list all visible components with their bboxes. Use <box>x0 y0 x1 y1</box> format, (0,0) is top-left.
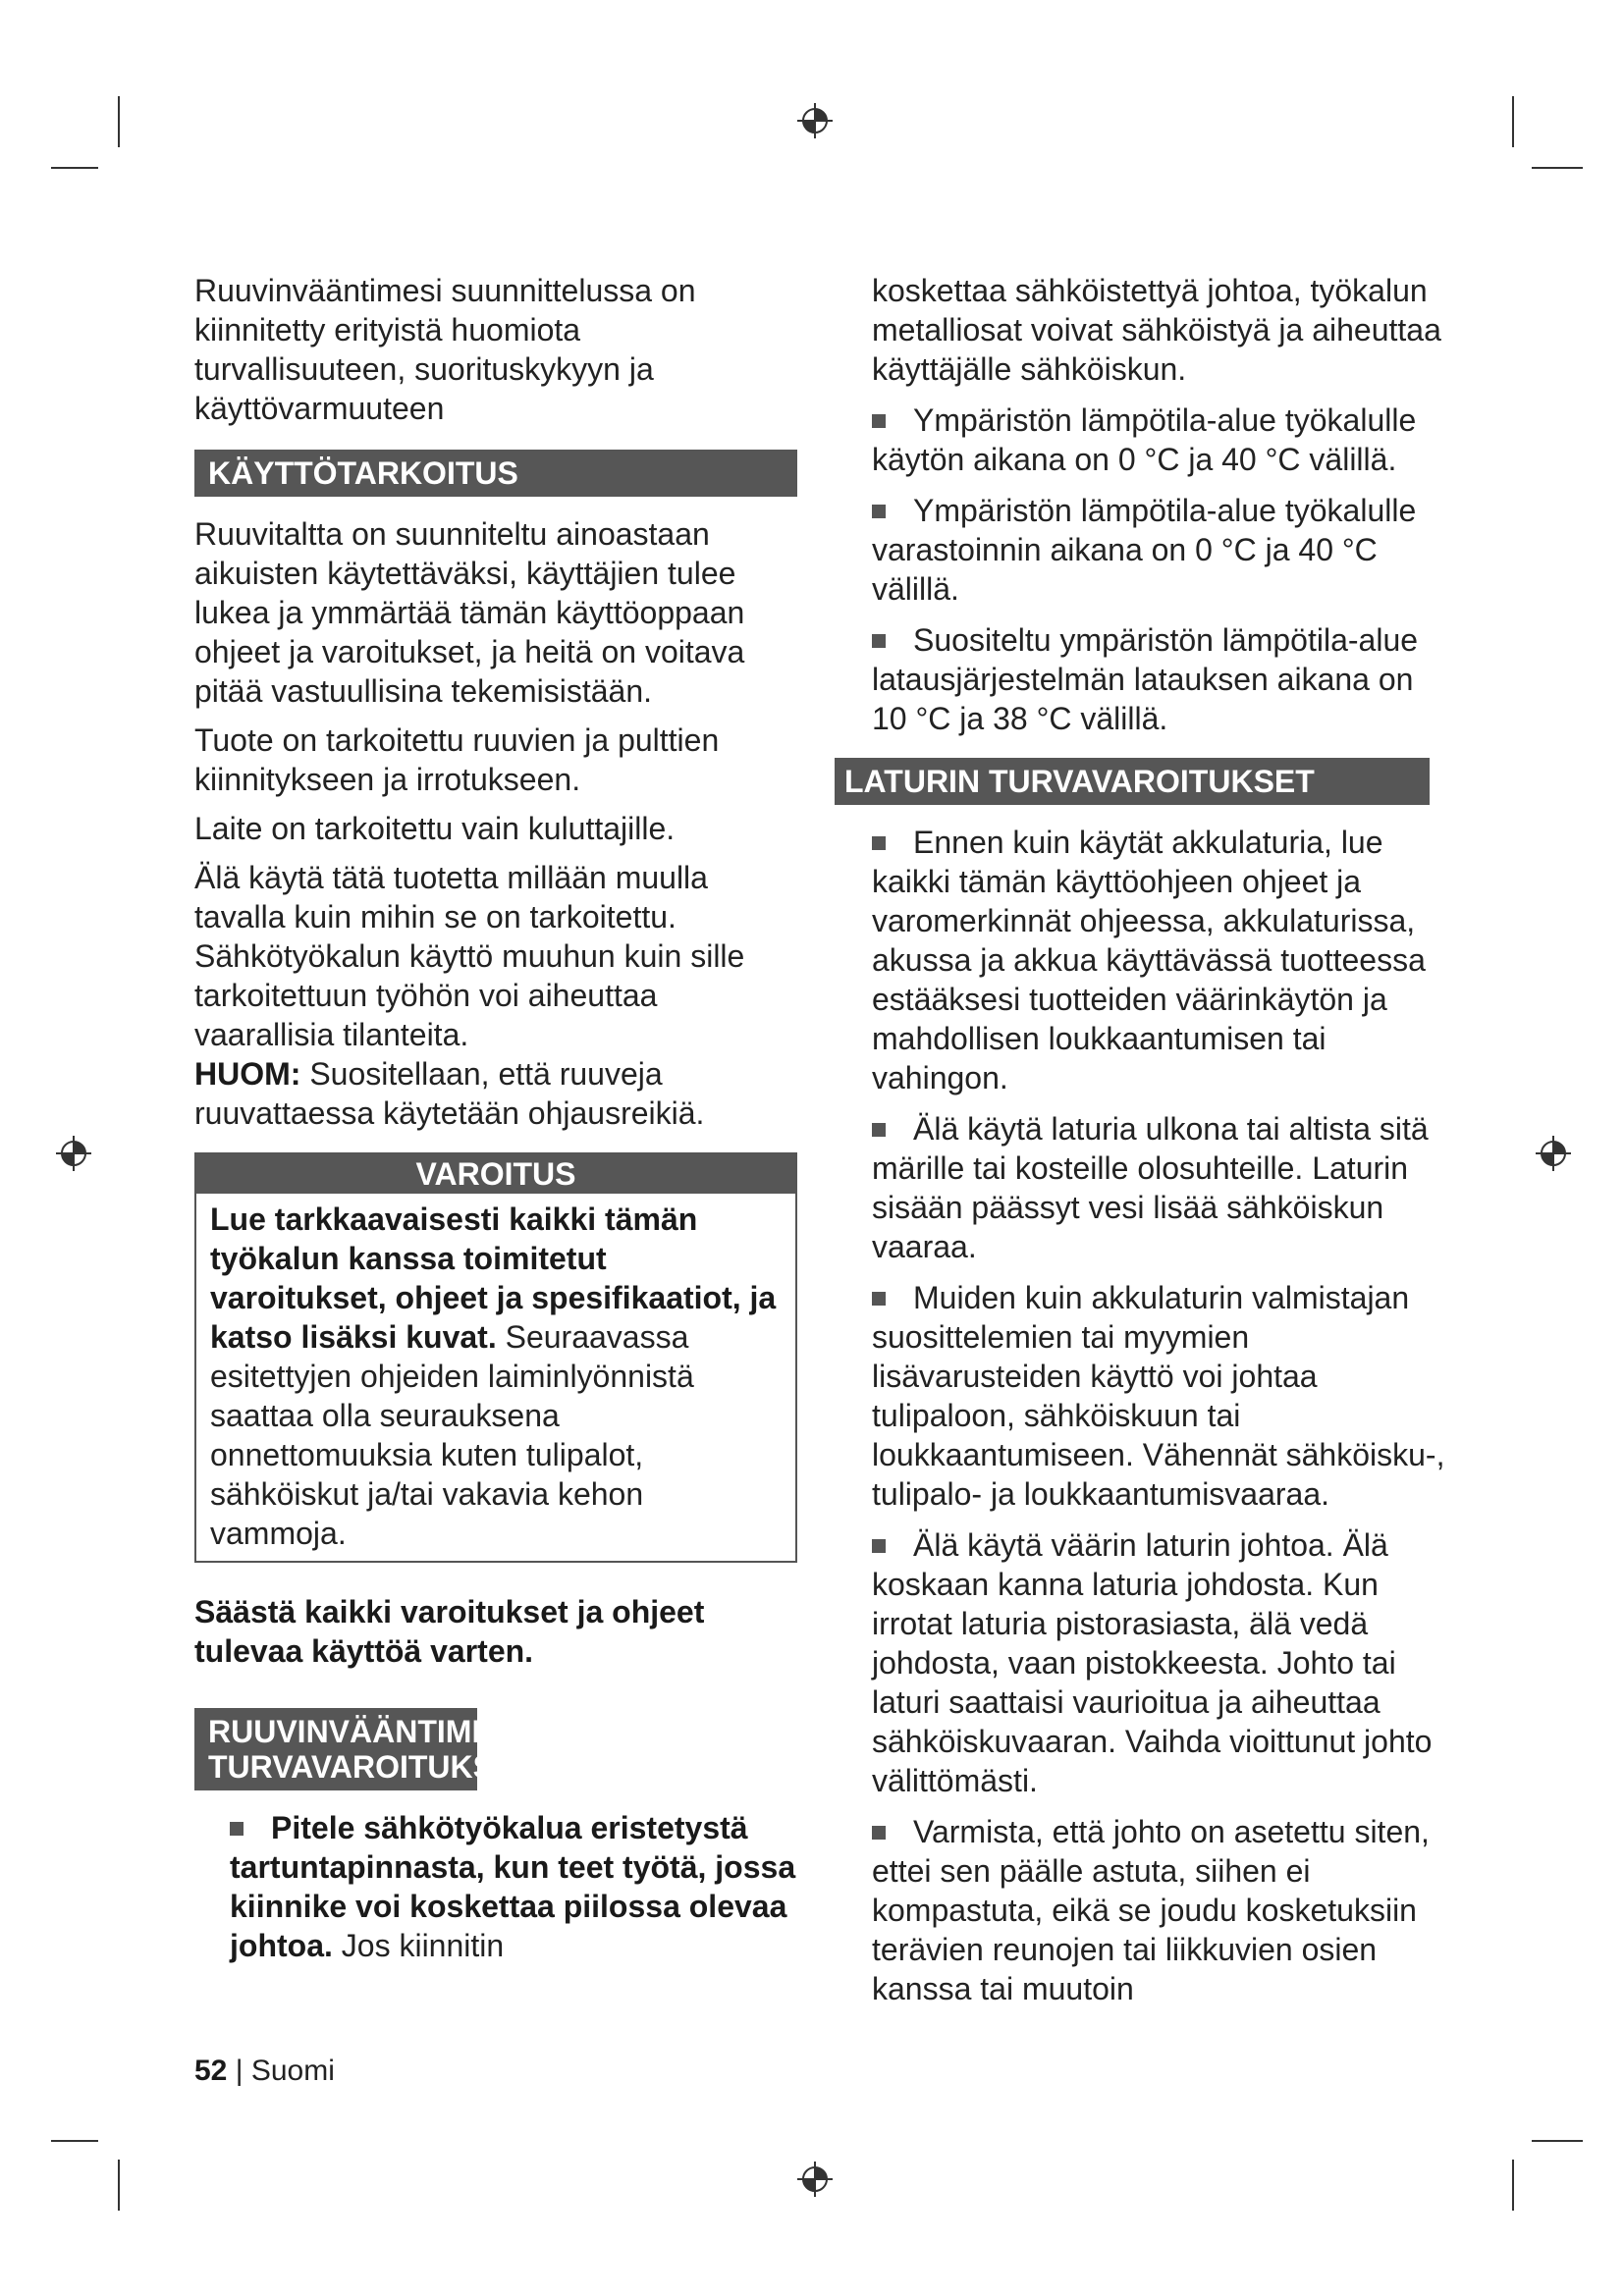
section-heading-intended-use: KÄYTTÖTARKOITUS <box>194 450 797 497</box>
footer-language: Suomi <box>250 2055 335 2087</box>
list-item <box>872 823 1453 1097</box>
list-item-text: Muiden kuin akkulaturin valmistajan suosittelemien tai myymien lisävarusteiden käyttö voi johtaa tulipaloon, sähköiskuun tai loukkaantumiseen. Vähennät sähköisku-, tulipalo- ja loukkaantumisvaaraa. <box>872 1280 1445 1512</box>
paragraph: Ruuvitaltta on suunniteltu ainoastaan aikuisten käytettäväksi, käyttäjien tulee lukea ja ymmärtää tämän käyttöoppaan ohjeet ja varoitukset, ja heitä on voitava pitää vastuullisina tekemisistään. <box>194 516 745 709</box>
list-item <box>872 1812 1453 2008</box>
intro-paragraph: Ruuvinvääntimesi suunnittelussa on kiinnitetty erityistä huomiota turvallisuuteen, suorituskykyyn ja käyttövarmuuteen <box>194 273 696 426</box>
list-item-text: Suositeltu ympäristön lämpötila-alue latausjärjestelmän latauksen aikana on 10 °C ja 38 °C välillä. <box>872 622 1419 736</box>
right-column <box>844 271 1453 2020</box>
list-item-text: Ympäristön lämpötila-alue työkalulle varastoinnin aikana on 0 °C ja 40 °C välillä. <box>872 493 1417 607</box>
list-item-text: Ennen kuin käytät akkulaturia, lue kaikki tämän käyttöohjeen ohjeet ja varomerkinnät ohjeessa, akkulaturissa, akussa ja akkua käyttävässä tuotteessa estääksesi tuotteiden väärinkäytön ja mahdollisen loukkaantumisen tai vahingon. <box>872 825 1426 1095</box>
list-item <box>872 1525 1453 1800</box>
list-item <box>872 620 1453 738</box>
list-item <box>194 1808 797 1965</box>
left-column <box>194 271 797 1977</box>
note-text: Suositellaan, että ruuveja ruuvattaessa käytetään ohjausreikiä. <box>194 1056 705 1131</box>
bullet-square-icon <box>872 1539 886 1553</box>
paragraph: Älä käytä tätä tuotetta millään muulla tavalla kuin mihin se on tarkoitettu. Sähkötyökalun käyttö muuhun kuin sille tarkoitettuun työhön voi aiheuttaa vaarallisia tilanteita. <box>194 860 745 1052</box>
page-number: 52 <box>194 2055 228 2087</box>
bullet-square-icon <box>872 1123 886 1137</box>
bullet-square-icon <box>872 414 886 428</box>
warning-body <box>196 1194 795 1561</box>
list-item-text: Ympäristön lämpötila-alue työkalulle käytön aikana on 0 °C ja 40 °C välillä. <box>872 402 1417 477</box>
crop-mark <box>1532 167 1583 169</box>
crop-mark <box>1512 2160 1514 2211</box>
list-item-text: Älä käytä laturia ulkona tai altista sitä märille tai kosteille olosuhteille. Laturin sisään päässyt vesi lisää sähköiskun vaaraa. <box>872 1111 1429 1264</box>
crop-mark <box>118 2160 120 2211</box>
list-item <box>872 1109 1453 1266</box>
bullet-square-icon <box>872 505 886 518</box>
list-item <box>872 400 1453 479</box>
crop-mark <box>1512 96 1514 147</box>
warning-box <box>194 1152 797 1563</box>
list-item <box>872 1278 1453 1514</box>
warning-bold-text: Lue tarkkaavaisesti kaikki tämän työkalun kanssa toimitetut varoitukset, ohjeet ja spesifikaatiot, ja katso lisäksi kuvat. <box>210 1201 777 1355</box>
bullet-square-icon <box>230 1822 244 1836</box>
registration-mark-icon <box>795 2160 835 2199</box>
bullet-square-icon <box>872 836 886 850</box>
registration-mark-icon <box>1534 1134 1573 1173</box>
registration-mark-icon <box>54 1134 93 1173</box>
paragraph: Laite on tarkoitettu vain kuluttajille. <box>194 811 676 846</box>
paragraph: Tuote on tarkoitettu ruuvien ja pulttien kiinnitykseen ja irrotukseen. <box>194 722 720 797</box>
list-item-text: Älä käytä väärin laturin johtoa. Älä koskaan kanna laturia johdosta. Kun irrotat laturia pistorasiasta, älä vedä johdosta, vaan pistokkeesta. Johto tai laturi saattaisi vaurioitua ja aiheuttaa sähköiskuvaaran. Vaihda vioittunut johto välittömästi. <box>872 1527 1433 1798</box>
bullet-bold-text: Pitele sähkötyökalua eristetystä tartuntapinnasta, kun teet työtä, jossa kiinnike voi koskettaa piilossa olevaa johtoa. <box>230 1810 796 1963</box>
crop-mark <box>1532 2140 1583 2142</box>
warning-text: Seuraavassa esitettyjen ohjeiden laiminlyönnistä saattaa olla seurauksena onnettomuuksia kuten tulipalot, sähköiskut ja/tai vakavia kehon vammoja. <box>210 1319 694 1551</box>
crop-mark <box>118 96 120 147</box>
bullet-square-icon <box>872 634 886 648</box>
warning-title: VAROITUS <box>415 1156 576 1192</box>
save-instructions-text: Säästä kaikki varoitukset ja ohjeet tulevaa käyttöä varten. <box>194 1594 705 1669</box>
note-paragraph <box>194 1054 797 1133</box>
continued-paragraph: koskettaa sähköistettyä johtoa, työkalun metalliosat voivat sähköistyä ja aiheuttaa käyttäjälle sähköiskun. <box>872 273 1441 387</box>
page-footer <box>194 2054 335 2089</box>
footer-separator: | <box>227 2055 251 2087</box>
warning-header <box>196 1154 795 1194</box>
section-heading-charger-safety: LATURIN TURVAVAROITUKSET <box>835 758 1430 805</box>
registration-mark-icon <box>795 101 835 140</box>
save-instructions <box>194 1592 797 1671</box>
note-label: HUOM: <box>194 1056 301 1092</box>
bullet-text: Jos kiinnitin <box>332 1928 505 1963</box>
section-heading-screwdriver-safety: RUUVINVÄÄNTIMEN TURVAVAROITUKSET <box>194 1708 477 1790</box>
list-item <box>872 491 1453 609</box>
bullet-square-icon <box>872 1292 886 1306</box>
list-item-text: Varmista, että johto on asetettu siten, ettei sen päälle astuta, siihen ei kompastuta, eikä se joudu kosketuksiin terävien reunojen tai liikkuvien osien kanssa tai muutoin <box>872 1814 1430 2006</box>
crop-mark <box>51 2140 98 2142</box>
crop-mark <box>51 167 98 169</box>
bullet-square-icon <box>872 1826 886 1840</box>
